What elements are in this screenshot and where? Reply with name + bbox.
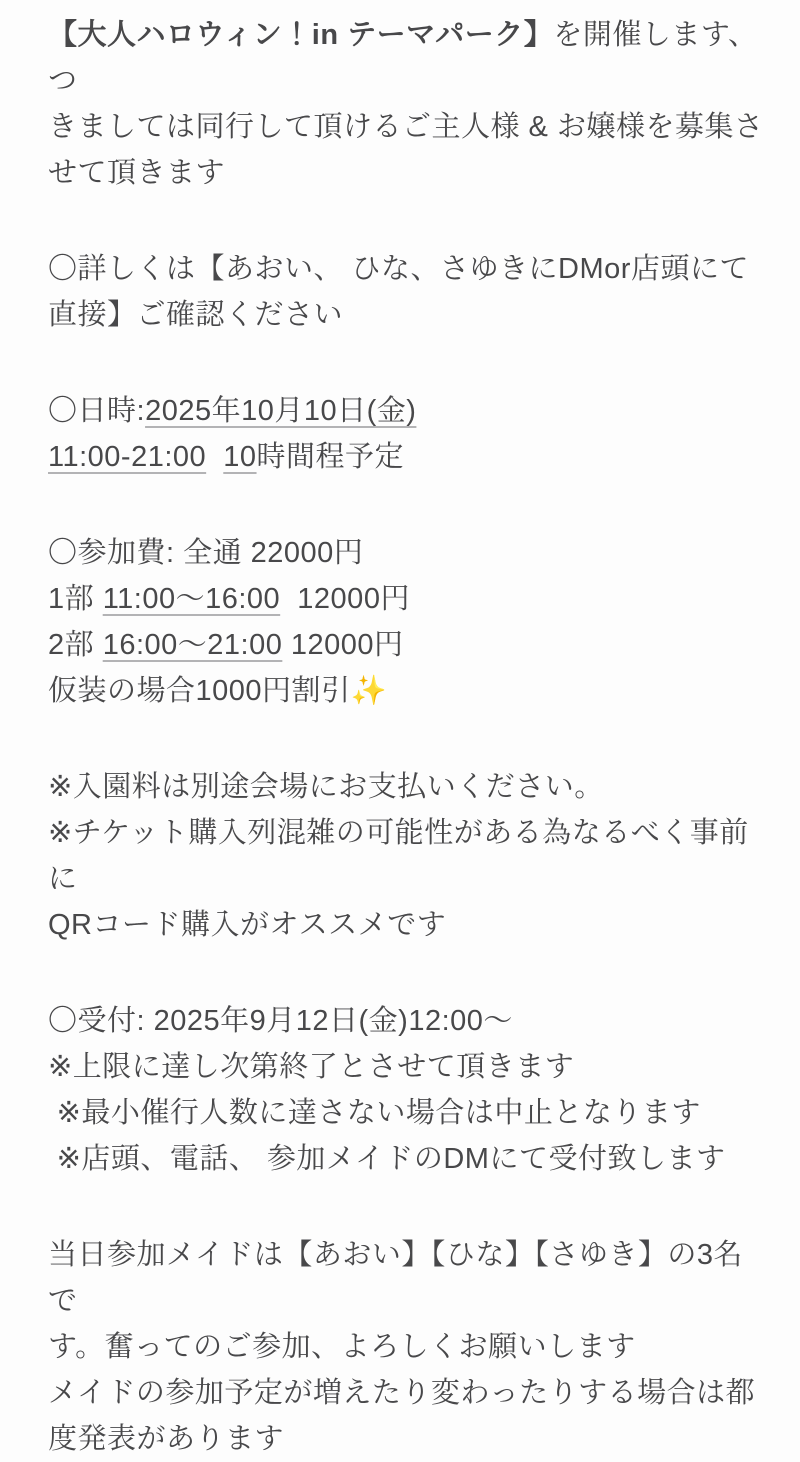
paragraph-datetime	[48, 388, 764, 480]
maids-line2: す。奮ってのご参加、よろしくお願いします	[48, 1331, 636, 1363]
reception-line1: 〇受付: 2025年9月12日(金)12:00～	[48, 1005, 513, 1037]
part1-time-link[interactable]: 11:00～16:00	[102, 583, 281, 615]
intro-line3: せて頂きます	[48, 157, 226, 189]
notes-line3: QRコード購入がオススメです	[48, 909, 447, 941]
duration-rest: 時間程予定	[256, 441, 405, 473]
duration-hours-link[interactable]: 10	[223, 441, 257, 473]
event-title: 【大人ハロウィン！in テーマパーク】	[48, 19, 554, 51]
event-date-link[interactable]: 2025年10月10日(金)	[145, 395, 417, 427]
event-time-range-link[interactable]: 11:00-21:00	[48, 441, 207, 473]
paragraph-fee	[48, 530, 764, 714]
reception-line4: ※店頭、電話、 参加メイドのDMにて受付致します	[48, 1143, 726, 1175]
datetime-label: 〇日時:	[48, 395, 146, 427]
fee-part1-price: 12000円	[280, 583, 410, 615]
paragraph-details	[48, 246, 764, 338]
notes-line1: ※入園料は別途会場にお支払いください。	[48, 771, 604, 803]
part2-time-link[interactable]: 16:00～21:00	[102, 629, 283, 661]
datetime-gap	[206, 441, 223, 473]
maids-line3: メイドの参加予定が増えたり変わったりする場合は都	[48, 1377, 756, 1409]
paragraph-reception	[48, 998, 764, 1182]
fee-part1-label: 1部	[48, 583, 103, 615]
fee-discount: 仮装の場合1000円割引	[48, 675, 351, 707]
paragraph-maids	[48, 1232, 764, 1462]
intro-line2: きましては同行して頂けるご主人様 & お嬢様を募集さ	[48, 111, 764, 143]
sparkles-icon: ✨	[350, 675, 388, 707]
maids-line4: 度発表があります	[48, 1423, 285, 1455]
details-line2: 直接】ご確認ください	[48, 299, 344, 331]
fee-line1: 〇参加費: 全通 22000円	[48, 537, 364, 569]
paragraph-notes	[48, 764, 764, 948]
reception-line3: ※最小催行人数に達さない場合は中止となります	[48, 1097, 701, 1129]
paragraph-intro	[48, 12, 767, 196]
details-line1: 〇詳しくは【あおい、 ひな、さゆきにDMor店頭にて	[48, 253, 749, 285]
notes-line2: ※チケット購入列混雑の可能性がある為なるべく事前に	[48, 817, 749, 895]
intro-line1-rest: を開催します、 つ	[48, 19, 767, 97]
fee-part2-price: 12000円	[282, 629, 404, 661]
reception-line2: ※上限に達し次第終了とさせて頂きます	[48, 1051, 575, 1083]
fee-part2-label: 2部	[48, 629, 103, 661]
maids-line1: 当日参加メイドは【あおい】【ひな】【さゆき】の3名で	[48, 1239, 744, 1317]
